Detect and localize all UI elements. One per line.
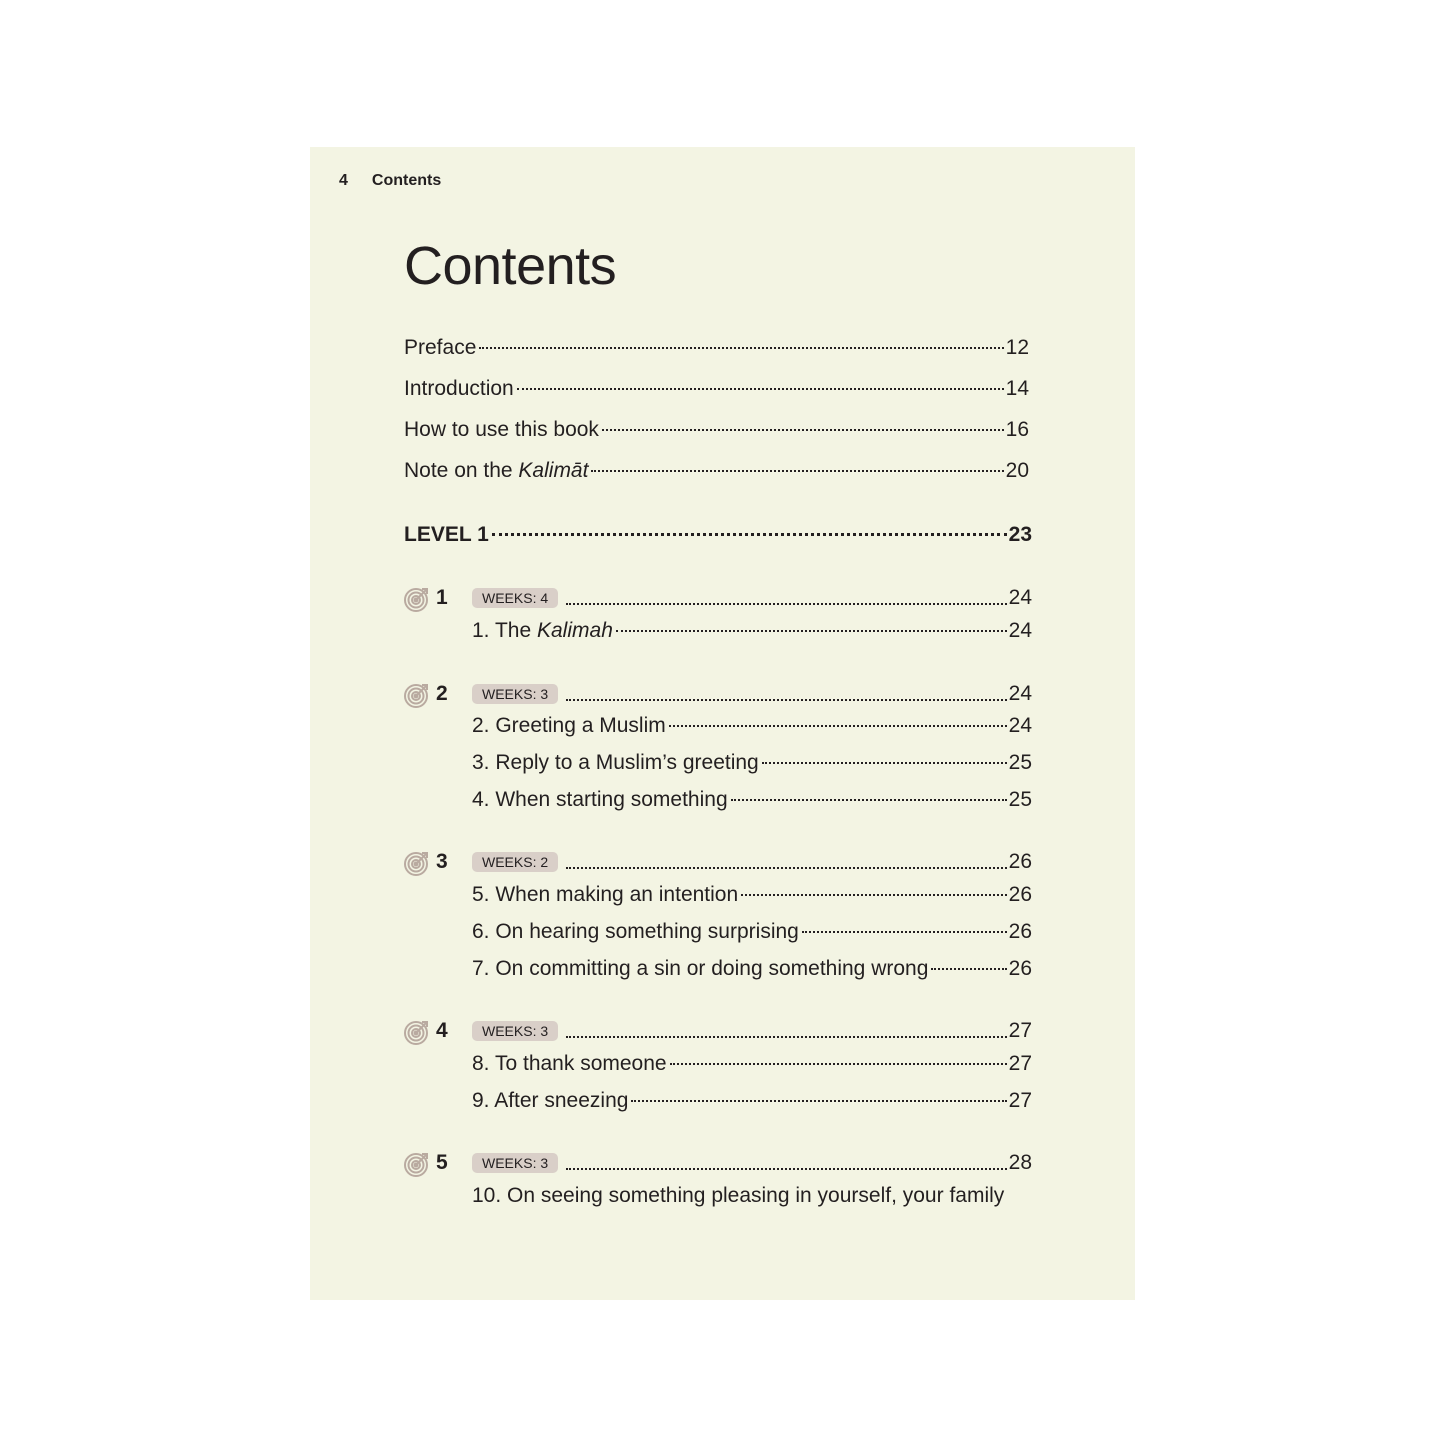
dot-leader [566, 1168, 1007, 1170]
toc-page-number: 20 [1005, 459, 1029, 482]
dot-leader [566, 867, 1007, 869]
dot-leader [762, 762, 1007, 764]
toc-row-unit [404, 850, 1032, 874]
toc-row-entry [472, 957, 1032, 981]
toc-row-entry [472, 619, 1032, 643]
toc-row-entry [472, 1089, 1032, 1113]
toc-row-entry [472, 1184, 1032, 1208]
toc-page-number: 27 [1008, 1089, 1032, 1112]
toc-page-number: 26 [1008, 850, 1032, 873]
toc-entry-label [404, 459, 588, 483]
dot-leader [566, 1036, 1007, 1038]
dot-leader [591, 470, 1003, 472]
toc-entry-label [472, 788, 728, 812]
toc-row-front-matter [404, 377, 1029, 401]
toc-page-number: 26 [1008, 957, 1032, 980]
book-page [310, 147, 1135, 1300]
toc-entry-label [404, 377, 514, 401]
dot-leader [492, 533, 1007, 536]
toc-page-number: 26 [1008, 883, 1032, 906]
toc-page-number: 25 [1008, 751, 1032, 774]
toc-entry-italic-text: Kalimah [537, 619, 613, 642]
toc-row-unit [404, 1151, 1032, 1175]
toc-page-number: 26 [1008, 920, 1032, 943]
dot-leader [566, 699, 1007, 701]
toc-row-unit [404, 586, 1032, 610]
weeks-badge: WEEKS: 4 [472, 588, 558, 608]
toc-entry-label [404, 418, 599, 442]
toc-row-unit [404, 682, 1032, 706]
toc-page-number: 27 [1008, 1019, 1032, 1042]
weeks-badge: WEEKS: 3 [472, 684, 558, 704]
toc-page-number: 12 [1005, 336, 1029, 359]
toc-row-entry [472, 920, 1032, 944]
page-title: Contents [404, 236, 617, 296]
toc-row-entry [472, 714, 1032, 738]
dot-leader [741, 894, 1006, 896]
unit-number: 3 [436, 850, 448, 873]
toc-row-front-matter [404, 459, 1029, 483]
toc-row-entry [472, 883, 1032, 907]
unit-number: 1 [436, 586, 448, 609]
dot-leader [631, 1100, 1006, 1102]
toc-page-number: 28 [1008, 1151, 1032, 1174]
running-head [339, 172, 441, 190]
toc-entry-label [472, 1052, 667, 1076]
toc-page-number: 23 [1008, 523, 1032, 546]
toc-row-unit [404, 1019, 1032, 1043]
toc-entry-label [472, 957, 928, 981]
toc-entry-italic-text: Kalimāt [518, 459, 589, 482]
toc-row-entry [472, 751, 1032, 775]
toc-page-number: 14 [1005, 377, 1029, 400]
dot-leader [670, 1063, 1007, 1065]
dot-leader [566, 603, 1007, 605]
toc-entry-label [472, 714, 666, 738]
dot-leader [731, 799, 1007, 801]
toc-entry-text: How to use this book [404, 418, 599, 441]
toc-entry-text: 8. To thank someone [472, 1052, 667, 1075]
toc-entry-label [472, 920, 799, 944]
toc-page-number: 24 [1008, 586, 1032, 609]
toc-page-number: 24 [1008, 682, 1032, 705]
target-icon [404, 682, 428, 706]
weeks-badge: WEEKS: 3 [472, 1021, 558, 1041]
target-icon [404, 850, 428, 874]
unit-number: 4 [436, 1019, 448, 1042]
toc-row-front-matter [404, 418, 1029, 442]
dot-leader [616, 630, 1007, 632]
toc-page-number: 24 [1008, 714, 1032, 737]
toc-entry-label [404, 336, 476, 360]
toc-entry-text: Preface [404, 336, 477, 359]
toc-entry-text: 7. On committing a sin or doing something wrong [472, 957, 929, 980]
weeks-badge: WEEKS: 2 [472, 852, 558, 872]
toc-entry-label [472, 751, 759, 775]
dot-leader [517, 388, 1004, 390]
toc-entry-text: 2. Greeting a Muslim [472, 714, 666, 737]
weeks-badge: WEEKS: 3 [472, 1153, 558, 1173]
toc-entry-label [472, 883, 738, 907]
toc-page-number: 27 [1008, 1052, 1032, 1075]
toc-entry-text: 6. On hearing something surprising [472, 920, 799, 943]
toc-entry-text: 1. The [472, 619, 537, 642]
toc-entry-text: 10. On seeing something pleasing in yourself, your family [472, 1184, 1005, 1207]
toc-entry-text: Note on the [404, 459, 519, 482]
dot-leader [802, 931, 1007, 933]
page-number: 4 [339, 172, 348, 189]
toc-entry-text: Introduction [404, 377, 514, 400]
target-icon [404, 1019, 428, 1043]
dot-leader [931, 968, 1006, 970]
toc-page-number: 25 [1008, 788, 1032, 811]
target-icon [404, 586, 428, 610]
toc-page-number: 16 [1005, 418, 1029, 441]
level-label: LEVEL 1 [404, 523, 489, 546]
toc-row-entry [472, 1052, 1032, 1076]
toc-entry-label [472, 619, 613, 643]
unit-number: 5 [436, 1151, 448, 1174]
toc-entry-text: 3. Reply to a Muslim’s greeting [472, 751, 759, 774]
dot-leader [479, 347, 1003, 349]
toc-entry-label [472, 1184, 1004, 1208]
toc-page-number: 24 [1008, 619, 1032, 642]
dot-leader [669, 725, 1007, 727]
target-icon [404, 1151, 428, 1175]
dot-leader [602, 429, 1004, 431]
toc-row-front-matter [404, 336, 1029, 360]
running-head-title: Contents [371, 172, 442, 189]
toc-entry-label [472, 1089, 628, 1113]
toc-row-level [404, 523, 1032, 547]
unit-number: 2 [436, 682, 448, 705]
toc-entry-text: 9. After sneezing [472, 1089, 629, 1112]
toc-row-entry [472, 788, 1032, 812]
toc-entry-text: 4. When starting something [472, 788, 728, 811]
toc-entry-text: 5. When making an intention [472, 883, 739, 906]
